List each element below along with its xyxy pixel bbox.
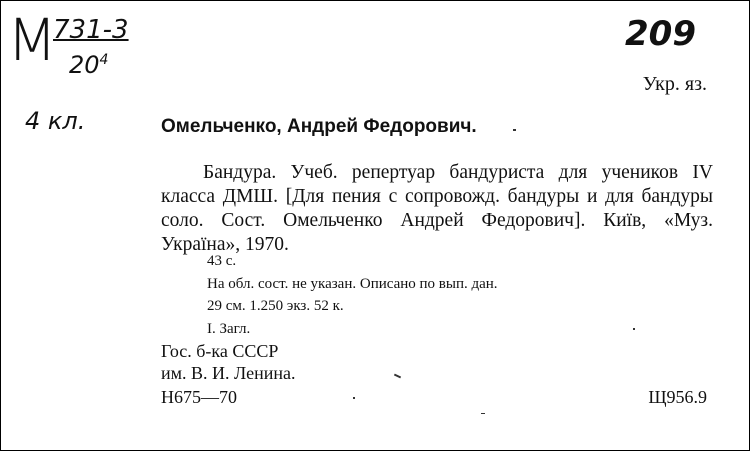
cataloguing-note: На обл. сост. не указан. Описано по вып. дан. (207, 276, 498, 292)
card-code-left: Н675—70 (161, 387, 237, 407)
handwritten-shelf-letter: М (7, 6, 56, 74)
physical-description: 29 см. 1.250 экз. 52 к. (207, 298, 344, 314)
ink-speck (481, 413, 485, 414)
handwritten-call-number-main: 20 (69, 51, 100, 79)
handwritten-call-number-bottom (69, 53, 108, 77)
classification-code: Щ956.9 (648, 387, 707, 407)
author-heading: Омельченко, Андрей Федорович. (161, 116, 477, 137)
bibliographic-description: Бандура. Учеб. репертуар бандуриста для учеников IV класса ДМШ. [Для пения с сопровожд. бандуры и для бандуры соло. Сост. Омельченко Андрей Федорович]. Київ, «Муз. Україна», 1970. (161, 162, 713, 255)
library-name-line1: Гос. б-ка СССР (161, 341, 279, 361)
language-label: Укр. яз. (642, 73, 707, 95)
handwritten-card-number: 209 (625, 14, 696, 54)
title-heading-entry: I. Загл. (207, 321, 251, 337)
library-name-line2: им. В. И. Ленина. (161, 363, 296, 383)
ink-speck (353, 397, 355, 399)
handwritten-grade-note: 4 кл. (25, 107, 86, 135)
handwritten-call-number-top: 731-3 (53, 15, 129, 45)
handwritten-call-number-sup: 4 (99, 52, 109, 68)
ink-speck (394, 374, 401, 379)
pages-count: 43 с. (207, 253, 237, 269)
ink-speck (633, 328, 635, 330)
ink-speck (513, 129, 516, 131)
